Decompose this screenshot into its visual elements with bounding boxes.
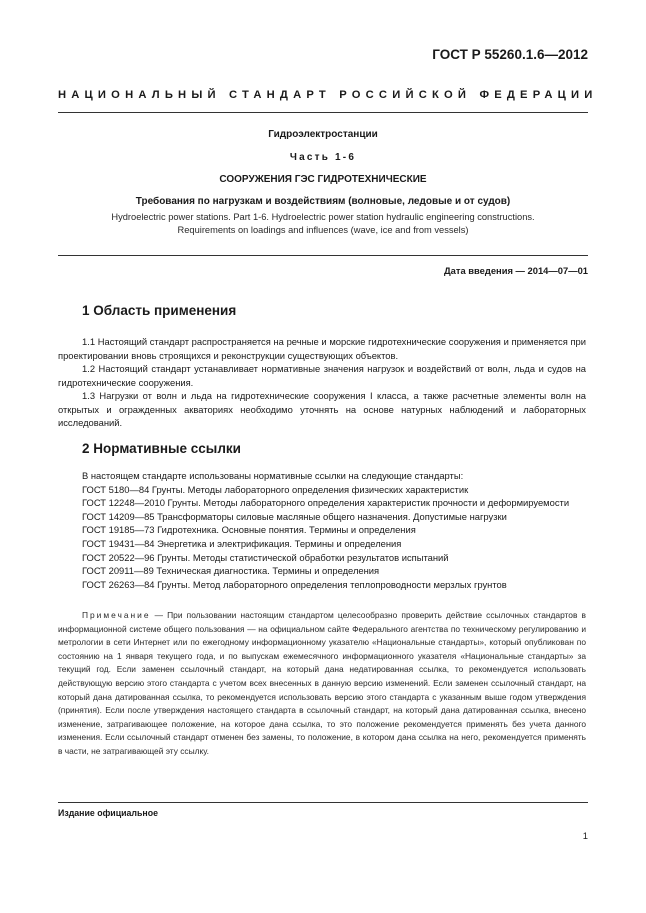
reference-item: ГОСТ 20911—89 Техническая диагностика. Термины и определения (82, 565, 380, 577)
references-intro: В настоящем стандарте использованы нормативные ссылки на следующие стандарты: (82, 470, 464, 481)
title-english-1: Hydroelectric power stations. Part 1-6. Hydroelectric power station hydraulic engineering constructions. (111, 212, 535, 222)
divider-bottom (58, 802, 588, 803)
national-standard-title: НАЦИОНАЛЬНЫЙ СТАНДАРТ РОССИЙСКОЙ ФЕДЕРАЦИИ (58, 89, 598, 101)
divider-middle (58, 255, 588, 256)
official-edition-label: Издание официальное (58, 808, 158, 818)
paragraph-1-1: 1.1 Настоящий стандарт распространяется на речные и морские гидротехнические сооружения и применяется при проектировании вновь строящихся и реконструкции существующих объектов. (58, 336, 586, 361)
note (58, 609, 586, 759)
divider-top (58, 112, 588, 113)
title-block (58, 129, 588, 236)
normative-references (58, 469, 586, 591)
title-subject: Гидроэлектростанции (268, 129, 378, 140)
section-1-heading: 1 Область применения (82, 303, 237, 318)
note-text: — При пользовании настоящим стандартом целесообразно проверить действие ссылочных стандартов в информационной системе общего пользования — на официальном сайте Федерального агентства по техническому регулированию и метрологии в сети Интернет или по ежегодному информационному указателю «Национальные стандарты», который опубликован по состоянию на 1 января текущего года, и по выпускам ежемесячного информационного указателя «Национальные стандарты» за текущий год. Если заменен ссылочный стандарт, на который дана недатированная ссылка, то рекомендуется использовать действующую версию этого стандарта с учетом всех внесенных в данную версию изменений. Если заменен ссылочный стандарт, на который дана датированная ссылка, то рекомендуется использовать версию этого стандарта с указанным выше годом утверждения (принятия). Если после утверждения настоящего стандарта в ссылочный стандарт, на который дана датированная ссылка, внесено изменение, затрагивающее положение, на которое дана ссылка, то это положение рекомендуется применять без учета данного изменения. Если ссылочный стандарт отменен без замены, то положение, в котором дана ссылка на него, рекомендуется применять в части, не затрагивающей эту ссылку. (58, 610, 587, 756)
reference-item: ГОСТ 20522—96 Грунты. Методы статистической обработки результатов испытаний (82, 551, 449, 563)
note-label: Примечание (82, 610, 151, 620)
reference-item: ГОСТ 26263—84 Грунты. Метод лабораторного определения теплопроводности мерзлых грунтов (82, 578, 507, 590)
reference-item: ГОСТ 19431—84 Энергетика и электрификация. Термины и определения (82, 537, 402, 549)
paragraph-1-2: 1.2 Настоящий стандарт устанавливает нормативные значения нагрузок и воздействий от волн, льда и судов на гидротехнические сооружения. (58, 363, 586, 388)
title-main: СООРУЖЕНИЯ ГЭС ГИДРОТЕХНИЧЕСКИЕ (219, 174, 427, 185)
title-requirements: Требования по нагрузкам и воздействиям (волновые, ледовые и от судов) (135, 196, 511, 207)
reference-item: ГОСТ 5180—84 Грунты. Методы лабораторного определения физических характеристик (82, 483, 469, 495)
reference-item: ГОСТ 19185—73 Гидротехника. Основные понятия. Термины и определения (82, 524, 416, 536)
reference-item: ГОСТ 14209—85 Трансформаторы силовые масляные общего назначения. Допустимые нагрузки (82, 510, 507, 522)
page-number: 1 (582, 830, 588, 841)
paragraph-1-3: 1.3 Нагрузки от волн и льда на гидротехнические сооружения I класса, а также расчетные элементы волн на открытых и огражденных акваториях необходимо уточнять на основе натурных наблюдений и лабораторных исследований. (58, 390, 586, 429)
title-part: Часть 1-6 (289, 152, 357, 163)
reference-item: ГОСТ 12248—2010 Грунты. Методы лабораторного определения характеристик прочности и деформируемости (82, 497, 570, 509)
gost-number: ГОСТ Р 55260.1.6—2012 (432, 47, 588, 62)
intro-date: Дата введения — 2014—07—01 (443, 265, 588, 276)
section-2-heading: 2 Нормативные ссылки (82, 441, 241, 456)
title-english-2: Requirements on loadings and influences (wave, ice and from vessels) (177, 224, 469, 235)
